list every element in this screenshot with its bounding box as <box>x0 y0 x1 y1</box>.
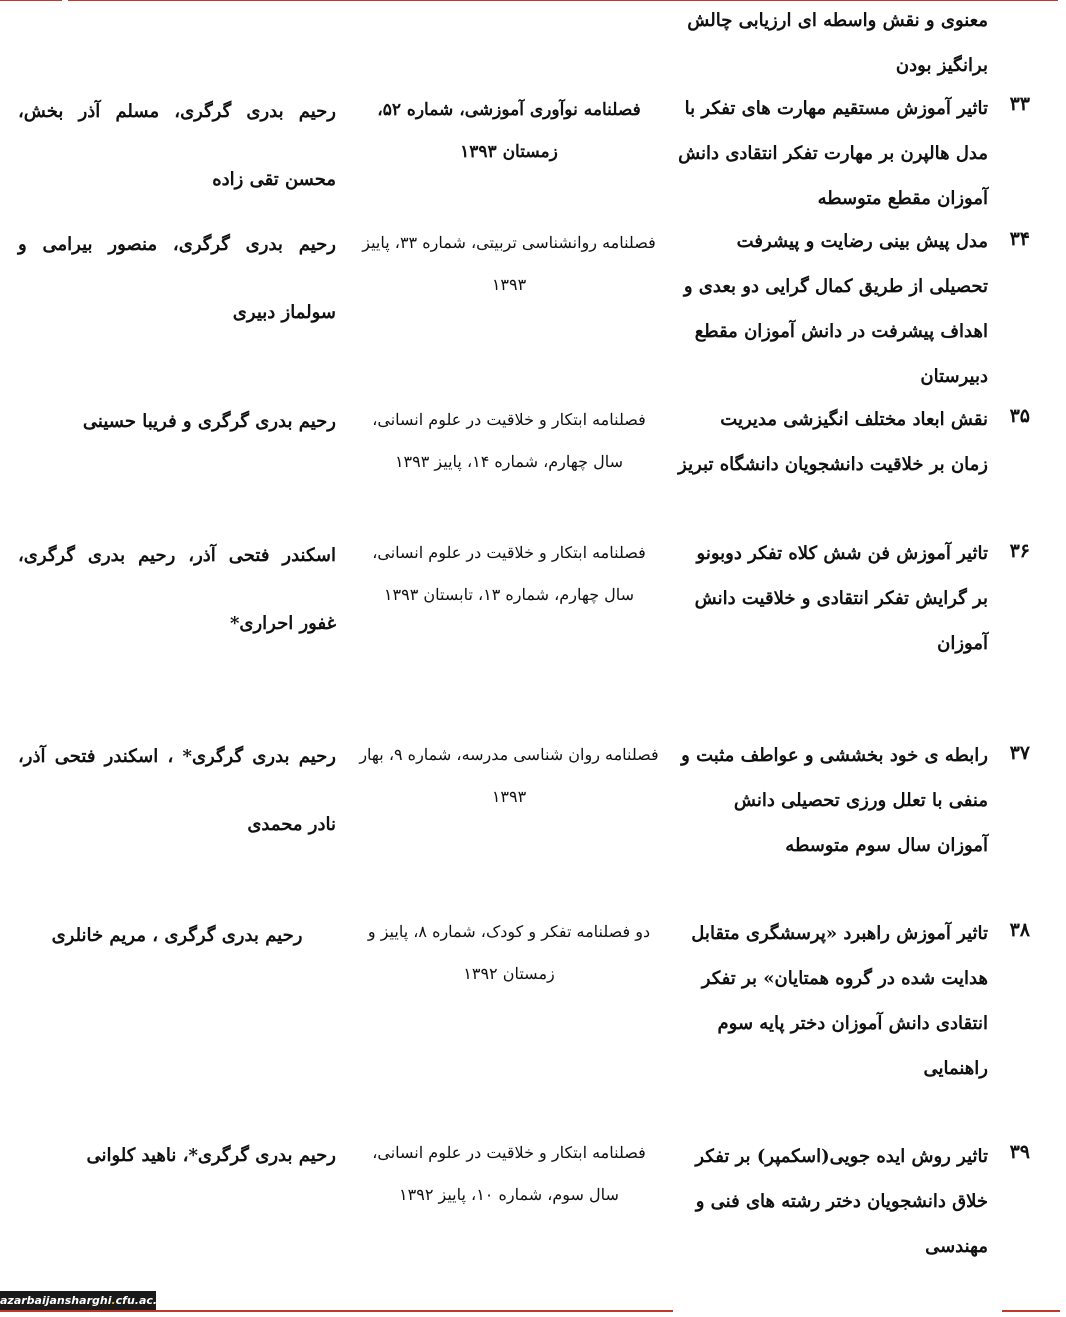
row-33-journal: فصلنامه نوآوری آموزشی، شماره ۵۲، زمستان ۱۳۹۳ <box>377 100 641 162</box>
row-39-number: ۳۹ <box>1009 1141 1030 1163</box>
row-35-title: نقش ابعاد مختلف انگیزشی مدیریت زمان بر خلاقیت دانشجویان دانشگاه تبریز <box>678 409 988 475</box>
row-37-number: ۳۷ <box>1009 742 1030 764</box>
watermark-suffix: cfu.ac.ir <box>115 1294 167 1307</box>
row-34-journal: فصلنامه روانشناسی تربیتی، شماره ۳۳، پاییز ۱۳۹۳ <box>362 233 656 294</box>
fragment-title: معنوی و نقش واسطه ای ارزیابی چالش برانگیز بودن <box>687 10 988 76</box>
bottom-rule-right <box>1002 1310 1060 1312</box>
row-39-authors: رحیم بدری گرگری*، ناهید کلوانی <box>86 1145 336 1166</box>
row-39-title: تاثیر روش ایده جویی(اسکمپر) بر تفکر خلاق دانشجویان دختر رشته های فنی و مهندسی <box>695 1146 988 1257</box>
row-38-number: ۳۸ <box>1009 919 1030 941</box>
row-39-journal: فصلنامه ابتکار و خلاقیت در علوم انسانی، سال سوم، شماره ۱۰، پاییز ۱۳۹۲ <box>372 1143 646 1204</box>
row-35-journal: فصلنامه ابتکار و خلاقیت در علوم انسانی، سال چهارم، شماره ۱۴، پاییز ۱۳۹۳ <box>372 410 646 471</box>
row-35-authors: رحیم بدری گرگری و فریبا حسینی <box>82 411 336 432</box>
row-34-authors: رحیم بدری گرگری، منصور بیرامی و سولماز دبیری <box>18 234 336 323</box>
row-36-number: ۳۶ <box>1009 540 1030 562</box>
row-33-number: ۳۳ <box>1009 93 1030 115</box>
row-38-authors: رحیم بدری گرگری ، مریم خانلری <box>51 925 303 946</box>
row-34-number: ۳۴ <box>1009 228 1030 250</box>
watermark-prefix: azarbaijansharghi <box>0 1294 112 1307</box>
row-36-title: تاثیر آموزش فن شش کلاه تفکر دوبونو بر گرایش تفکر انتقادی و خلاقیت دانش آموزان <box>694 543 988 654</box>
row-37-journal: فصلنامه روان شناسی مدرسه، شماره ۹، بهار ۱۳۹۳ <box>359 745 659 806</box>
top-rule-left <box>0 0 62 1</box>
row-38-journal: دو فصلنامه تفکر و کودک، شماره ۸، پاییز و زمستان ۱۳۹۲ <box>367 922 651 983</box>
row-34-title: مدل پیش بینی رضایت و پیشرفت تحصیلی از طریق کمال گرایی دو بعدی و اهداف پیشرفت در دانش آموزان مقطع دبیرستان <box>683 231 988 387</box>
watermark-dot: . <box>111 1294 116 1307</box>
row-36-journal: فصلنامه ابتکار و خلاقیت در علوم انسانی، سال چهارم، شماره ۱۳، تابستان ۱۳۹۳ <box>372 543 646 604</box>
row-36-authors: اسکندر فتحی آذر، رحیم بدری گرگری، غفور احراری* <box>18 545 336 634</box>
row-33-authors: رحیم بدری گرگری، مسلم آذر بخش، محسن تقی زاده <box>18 101 336 190</box>
row-37-authors: رحیم بدری گرگری* ، اسکندر فتحی آذر، نادر محمدی <box>18 746 336 835</box>
bottom-rule-left <box>0 1310 673 1312</box>
row-35-number: ۳۵ <box>1009 405 1030 427</box>
row-38-title: تاثیر آموزش راهبرد «پرسشگری متقابل هدایت شده در گروه همتایان» بر تفکر انتقادی دانش آموزان دختر پایه سوم راهنمایی <box>691 923 988 1079</box>
row-37-title: رابطه ی خود بخششی و عواطف مثبت و منفی با تعلل ورزی تحصیلی دانش آموزان سال سوم متوسطه <box>681 745 988 856</box>
site-watermark[interactable] <box>0 1291 167 1310</box>
row-33-title: تاثیر آموزش مستقیم مهارت های تفکر با مدل هالپرن بر مهارت تفکر انتقادی دانش آموزان مقطع متوسطه <box>678 98 988 209</box>
